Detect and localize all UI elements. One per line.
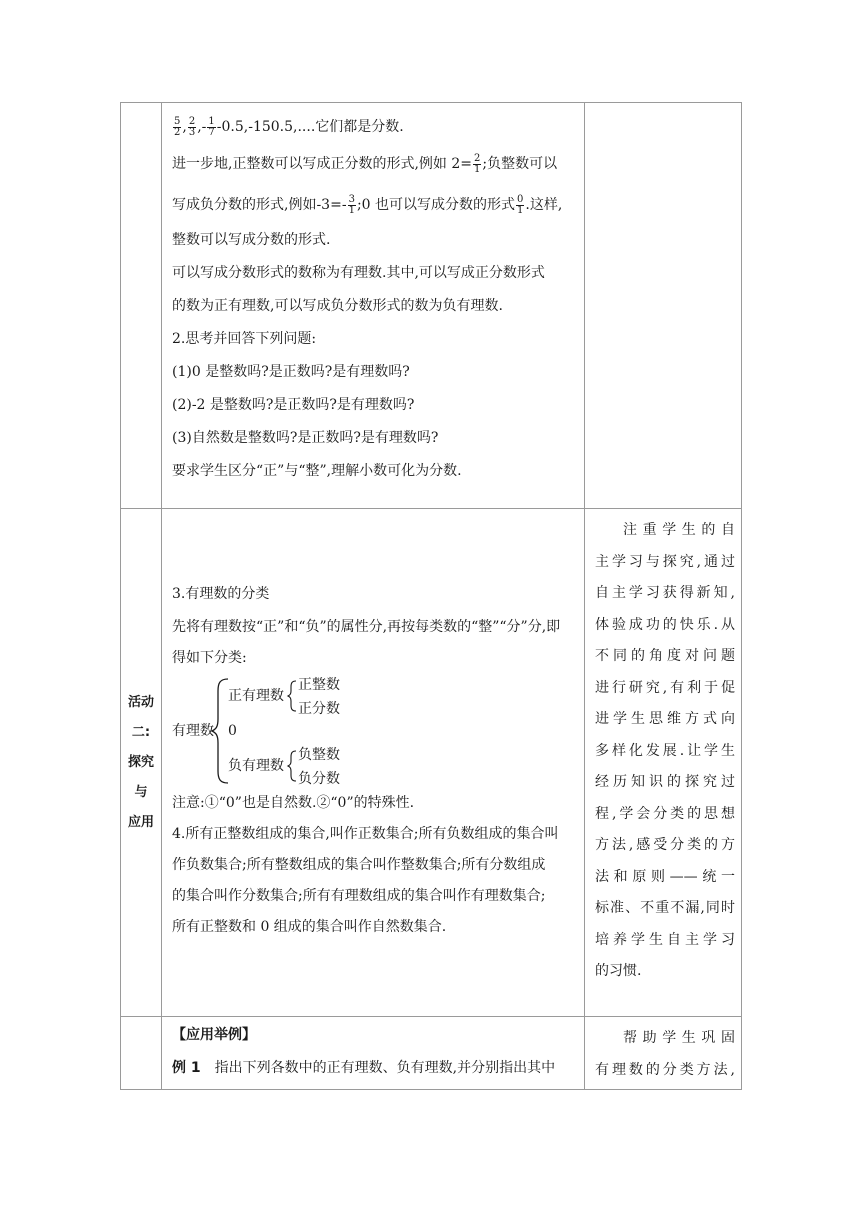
empty-label-cell — [121, 1017, 162, 1090]
paragraph: 得如下分类: — [172, 649, 247, 666]
classification-diagram — [172, 675, 576, 787]
fraction: $\frac{2}{3}$ — [188, 115, 196, 138]
paragraph: 作负数集合;所有整数组成的集合叫作整数集合;所有分数组成 — [172, 856, 546, 873]
fraction: $\frac{2}{1}$ — [474, 152, 481, 175]
lesson-plan-table — [120, 102, 742, 1090]
tree-root: 有理数 — [172, 722, 214, 739]
paragraph: 要求学生区分“正”与“整”,理解小数可化为分数. — [172, 463, 462, 479]
design-intent-cell — [585, 509, 742, 1017]
paragraph: 的数为正有理数,可以写成负分数形式的数为负有理数. — [172, 298, 503, 314]
big-brace — [212, 679, 228, 783]
example-label: 例 1 — [172, 1060, 201, 1076]
tree-positive-fraction: 正分数 — [298, 700, 340, 717]
fraction: $\frac{3}{1}$ — [348, 193, 355, 216]
content-cell — [162, 103, 585, 509]
design-intent-text: 注重学生的自 主学习与探究,通过 自主学习获得新知, 体验成功的快乐.从 不同的角度对问题 进行研究,有利于促 进学生思维方式向 多样化发展.让学生 经历知识的探究过 程,学会分类的思想 方法,感受分类的方 法和原则——统一 标准、不重不漏,同时 培养学生自主学习 的习惯. — [595, 522, 735, 979]
tree-positive: 正有理数 — [228, 687, 284, 704]
paragraph: 写成负分数的形式,例如-3=- $\frac{3}{1}$ ;0 也可以写成分数的形式 $\frac{0}{1}$ .这样, — [172, 193, 563, 216]
content-cell — [162, 1017, 585, 1090]
paragraph: 先将有理数按“正”和“负”的属性分,再按每类数的“整”“分”分,即 — [172, 618, 561, 635]
fraction-examples-line: $\frac{5}{2}$ , $\frac{2}{3}$ ,- $\frac{1}{7}$ -0.5,-150.5,....它们都是分数. — [174, 115, 404, 138]
paragraph: 可以写成分数形式的数称为有理数.其中,可以写成正分数形式 — [172, 265, 545, 281]
table-row — [121, 103, 742, 509]
example-text: 指出下列各数中的正有理数、负有理数,并分别指出其中 — [214, 1060, 556, 1076]
paragraph: 的集合叫作分数集合;所有有理数组成的集合叫作有理数集合; — [172, 887, 546, 904]
question-item: (2)-2 是整数吗?是正数吗?是有理数吗? — [172, 397, 415, 413]
tree-negative: 负有理数 — [228, 757, 284, 774]
lower-brace — [288, 751, 296, 781]
example-line — [172, 1054, 576, 1083]
activity-label: 活动 二: 探究 与 应用 — [127, 694, 154, 830]
section-heading: 3.有理数的分类 — [172, 585, 270, 602]
tree-negative-fraction: 负分数 — [298, 770, 340, 787]
paragraph: 整数可以写成分数的形式. — [172, 232, 331, 248]
table-row — [121, 509, 742, 1017]
fraction: $\frac{0}{1}$ — [517, 193, 524, 216]
design-intent-cell — [585, 1017, 742, 1090]
paragraph: 进一步地,正整数可以写成正分数的形式,例如 2= $\frac{2}{1}$ ;负整数可以 — [172, 152, 558, 175]
paragraph: 4.所有正整数组成的集合,叫作正数集合;所有负数组成的集合叫 — [172, 825, 559, 842]
tree-negative-integer: 负整数 — [298, 746, 340, 763]
activity-label-cell — [121, 509, 162, 1017]
fraction: $\frac{1}{7}$ — [208, 115, 215, 138]
question-item: (1)0 是整数吗?是正数吗?是有理数吗? — [172, 364, 410, 380]
tree-zero: 0 — [228, 722, 237, 739]
content-cell — [162, 509, 585, 1017]
table-row — [121, 1017, 742, 1090]
empty-side-cell — [585, 103, 742, 509]
paragraph: 所有正整数和 0 组成的集合叫作自然数集合. — [172, 918, 447, 935]
tree-positive-integer: 正整数 — [298, 676, 340, 693]
design-intent-text: 帮助学生巩固 有理数的分类方法, — [595, 1030, 735, 1078]
note: 注意:①“0”也是自然数.②“0”的特殊性. — [172, 794, 415, 811]
question-heading: 2.思考并回答下列问题: — [172, 331, 317, 347]
example-heading: 【应用举例】 — [172, 1027, 256, 1043]
empty-label-cell — [121, 103, 162, 509]
upper-brace — [288, 681, 296, 711]
fraction: $\frac{5}{2}$ — [174, 115, 181, 138]
question-item: (3)自然数是整数吗?是正数吗?是有理数吗? — [172, 430, 439, 446]
